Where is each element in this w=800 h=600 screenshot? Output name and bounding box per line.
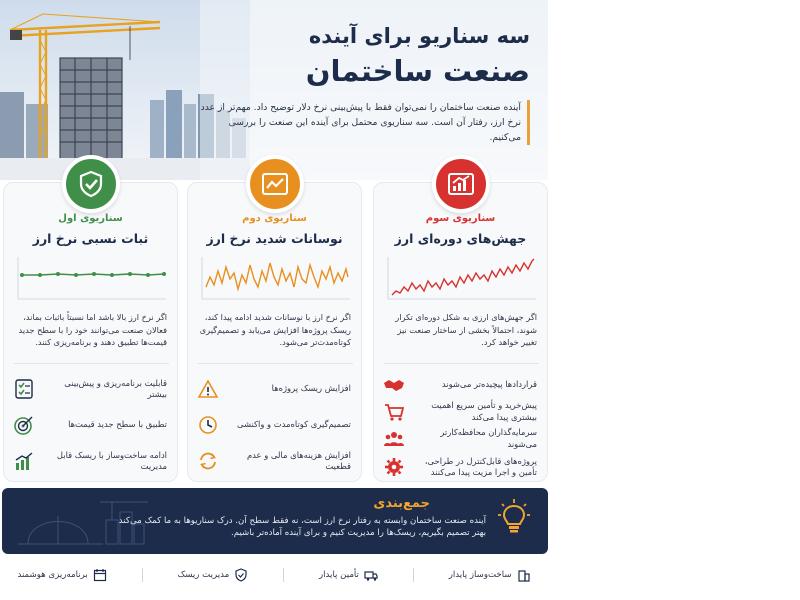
scenario-bullets xyxy=(382,371,537,482)
bullet-text: قراردادها پیچیده‌تر می‌شوند xyxy=(441,378,537,389)
flat-trend-chart xyxy=(14,253,169,303)
scenario-description: اگر نرخ ارز بالا باشد اما نسبتاً باثبات بماند، فعالان صنعت می‌توانند خود را با سطح جدید قیمت‌ها تطبیق دهند و برنامه‌ریزی کنند. xyxy=(18,312,167,347)
scenario-heading: نوسانات شدید نرخ ارز xyxy=(206,231,343,246)
scenario-card-3 xyxy=(373,182,548,482)
list-item xyxy=(12,407,167,443)
target-icon xyxy=(12,413,36,437)
scenario-card-2 xyxy=(187,182,362,482)
footer-item-sustainable-supply xyxy=(319,568,378,582)
list-item xyxy=(12,371,167,407)
construction-skyline-illustration xyxy=(0,0,250,180)
bullet-text: افزایش ریسک پروژه‌ها xyxy=(271,383,351,394)
bullet-text: تصمیم‌گیری کوتاه‌مدت و واکنشی xyxy=(237,419,351,430)
lightbulb-icon xyxy=(494,498,534,538)
checklist-icon xyxy=(12,377,36,401)
investors-icon xyxy=(382,427,406,451)
divider xyxy=(283,568,284,582)
divider xyxy=(198,363,353,364)
shield-icon xyxy=(234,568,248,582)
list-item xyxy=(12,443,167,479)
bullet-text: سرمایه‌گذاران محافظه‌کارتر می‌شوند xyxy=(440,427,537,449)
volatile-trend-chart xyxy=(198,253,353,303)
scenario-heading: ثبات نسبی نرخ ارز xyxy=(32,231,149,246)
list-item xyxy=(382,371,537,398)
list-item xyxy=(382,452,537,482)
footer-item-smart-planning xyxy=(17,568,106,582)
page-title-line1: سه سناریو برای آینده xyxy=(308,24,530,48)
cycle-icon xyxy=(196,449,220,473)
footer-label: ساخت‌وساز پایدار xyxy=(448,570,512,580)
rising-trend-chart xyxy=(384,253,539,303)
title-block xyxy=(230,22,530,90)
list-item xyxy=(382,425,537,452)
footer-label: مدیریت ریسک xyxy=(177,570,230,580)
bullet-text: پروژه‌های قابل‌کنترل در طراحی، تأمین و اجرا مزیت پیدا می‌کنند xyxy=(424,455,537,477)
intro-text: آینده صنعت ساختمان را نمی‌توان فقط با پیش‌بینی نرخ دلار توضیح داد. مهم‌تر از عدد نرخ ارز، رفتار آن است. سه سناریوی محتمل برای آینده این صنعت را بررسی می‌کنیم. xyxy=(200,100,530,145)
footer-bar xyxy=(0,560,548,590)
summary-title: جمع‌بندی xyxy=(373,496,430,511)
scenario-bullets xyxy=(196,371,351,479)
gear-icon xyxy=(382,455,406,479)
scenario-subtitle: سناریوی دوم xyxy=(242,213,307,224)
truck-icon xyxy=(364,568,378,582)
shield-check-icon xyxy=(62,155,120,213)
divider xyxy=(14,363,169,364)
page-title-line2: صنعت ساختمان xyxy=(305,54,530,88)
footer-label: برنامه‌ریزی هوشمند xyxy=(17,570,88,580)
bullet-text: ادامه ساخت‌وساز با ریسک قابل مدیریت xyxy=(56,449,167,471)
footer-label: تأمین پایدار xyxy=(319,570,359,580)
trend-line-icon xyxy=(246,155,304,213)
building-icon xyxy=(517,568,531,582)
handshake-icon xyxy=(382,373,406,397)
scenario-bullets xyxy=(12,371,167,479)
scenario-heading: جهش‌های دوره‌ای ارز xyxy=(394,231,527,246)
bullet-text: تطبیق با سطح جدید قیمت‌ها xyxy=(68,419,167,430)
divider xyxy=(142,568,143,582)
bar-chart-icon xyxy=(12,449,36,473)
calendar-icon xyxy=(93,568,107,582)
cart-icon xyxy=(382,400,406,424)
summary-text: آینده صنعت ساختمان وابسته به رفتار نرخ ارز است، نه فقط سطح آن. درک سناریوها به ما کمک می‌کند بهتر تصمیم بگیریم، ریسک‌ها را مدیریت کنیم و برای آینده آماده‌تر باشیم. xyxy=(118,516,486,538)
bullet-text: پیش‌خرید و تأمین سریع اهمیت بیشتری پیدا می‌کند xyxy=(431,400,537,422)
clock-icon xyxy=(196,413,220,437)
scenario-subtitle: سناریوی اول xyxy=(58,213,123,224)
hero-section xyxy=(0,0,548,180)
list-item xyxy=(196,443,351,479)
bullet-text: قابلیت برنامه‌ریزی و پیش‌بینی بیشتر xyxy=(64,377,167,399)
footer-item-sustainable-construction xyxy=(449,568,531,582)
divider xyxy=(384,363,539,364)
scenario-card-1 xyxy=(3,182,178,482)
list-item xyxy=(382,398,537,425)
divider xyxy=(413,568,414,582)
scenario-description: اگر نرخ ارز با نوسانات شدید ادامه پیدا کند، ریسک پروژه‌ها افزایش می‌یابد و تصمیم‌گیری کوتاه‌مدت‌تر می‌شود. xyxy=(199,312,351,347)
summary-box xyxy=(2,488,548,554)
warning-icon xyxy=(196,377,220,401)
scenario-subtitle: سناریوی سوم xyxy=(425,213,496,224)
rising-bars-icon xyxy=(432,155,490,213)
list-item xyxy=(196,371,351,407)
footer-item-risk-management xyxy=(178,568,249,582)
list-item xyxy=(196,407,351,443)
scenario-description: اگر جهش‌های ارزی به شکل دوره‌ای تکرار شوند، احتمالاً بخشی از ساختار صنعت نیز تغییر خواهد کرد. xyxy=(395,312,537,347)
bullet-text: افزایش هزینه‌های مالی و عدم قطعیت xyxy=(246,449,351,471)
